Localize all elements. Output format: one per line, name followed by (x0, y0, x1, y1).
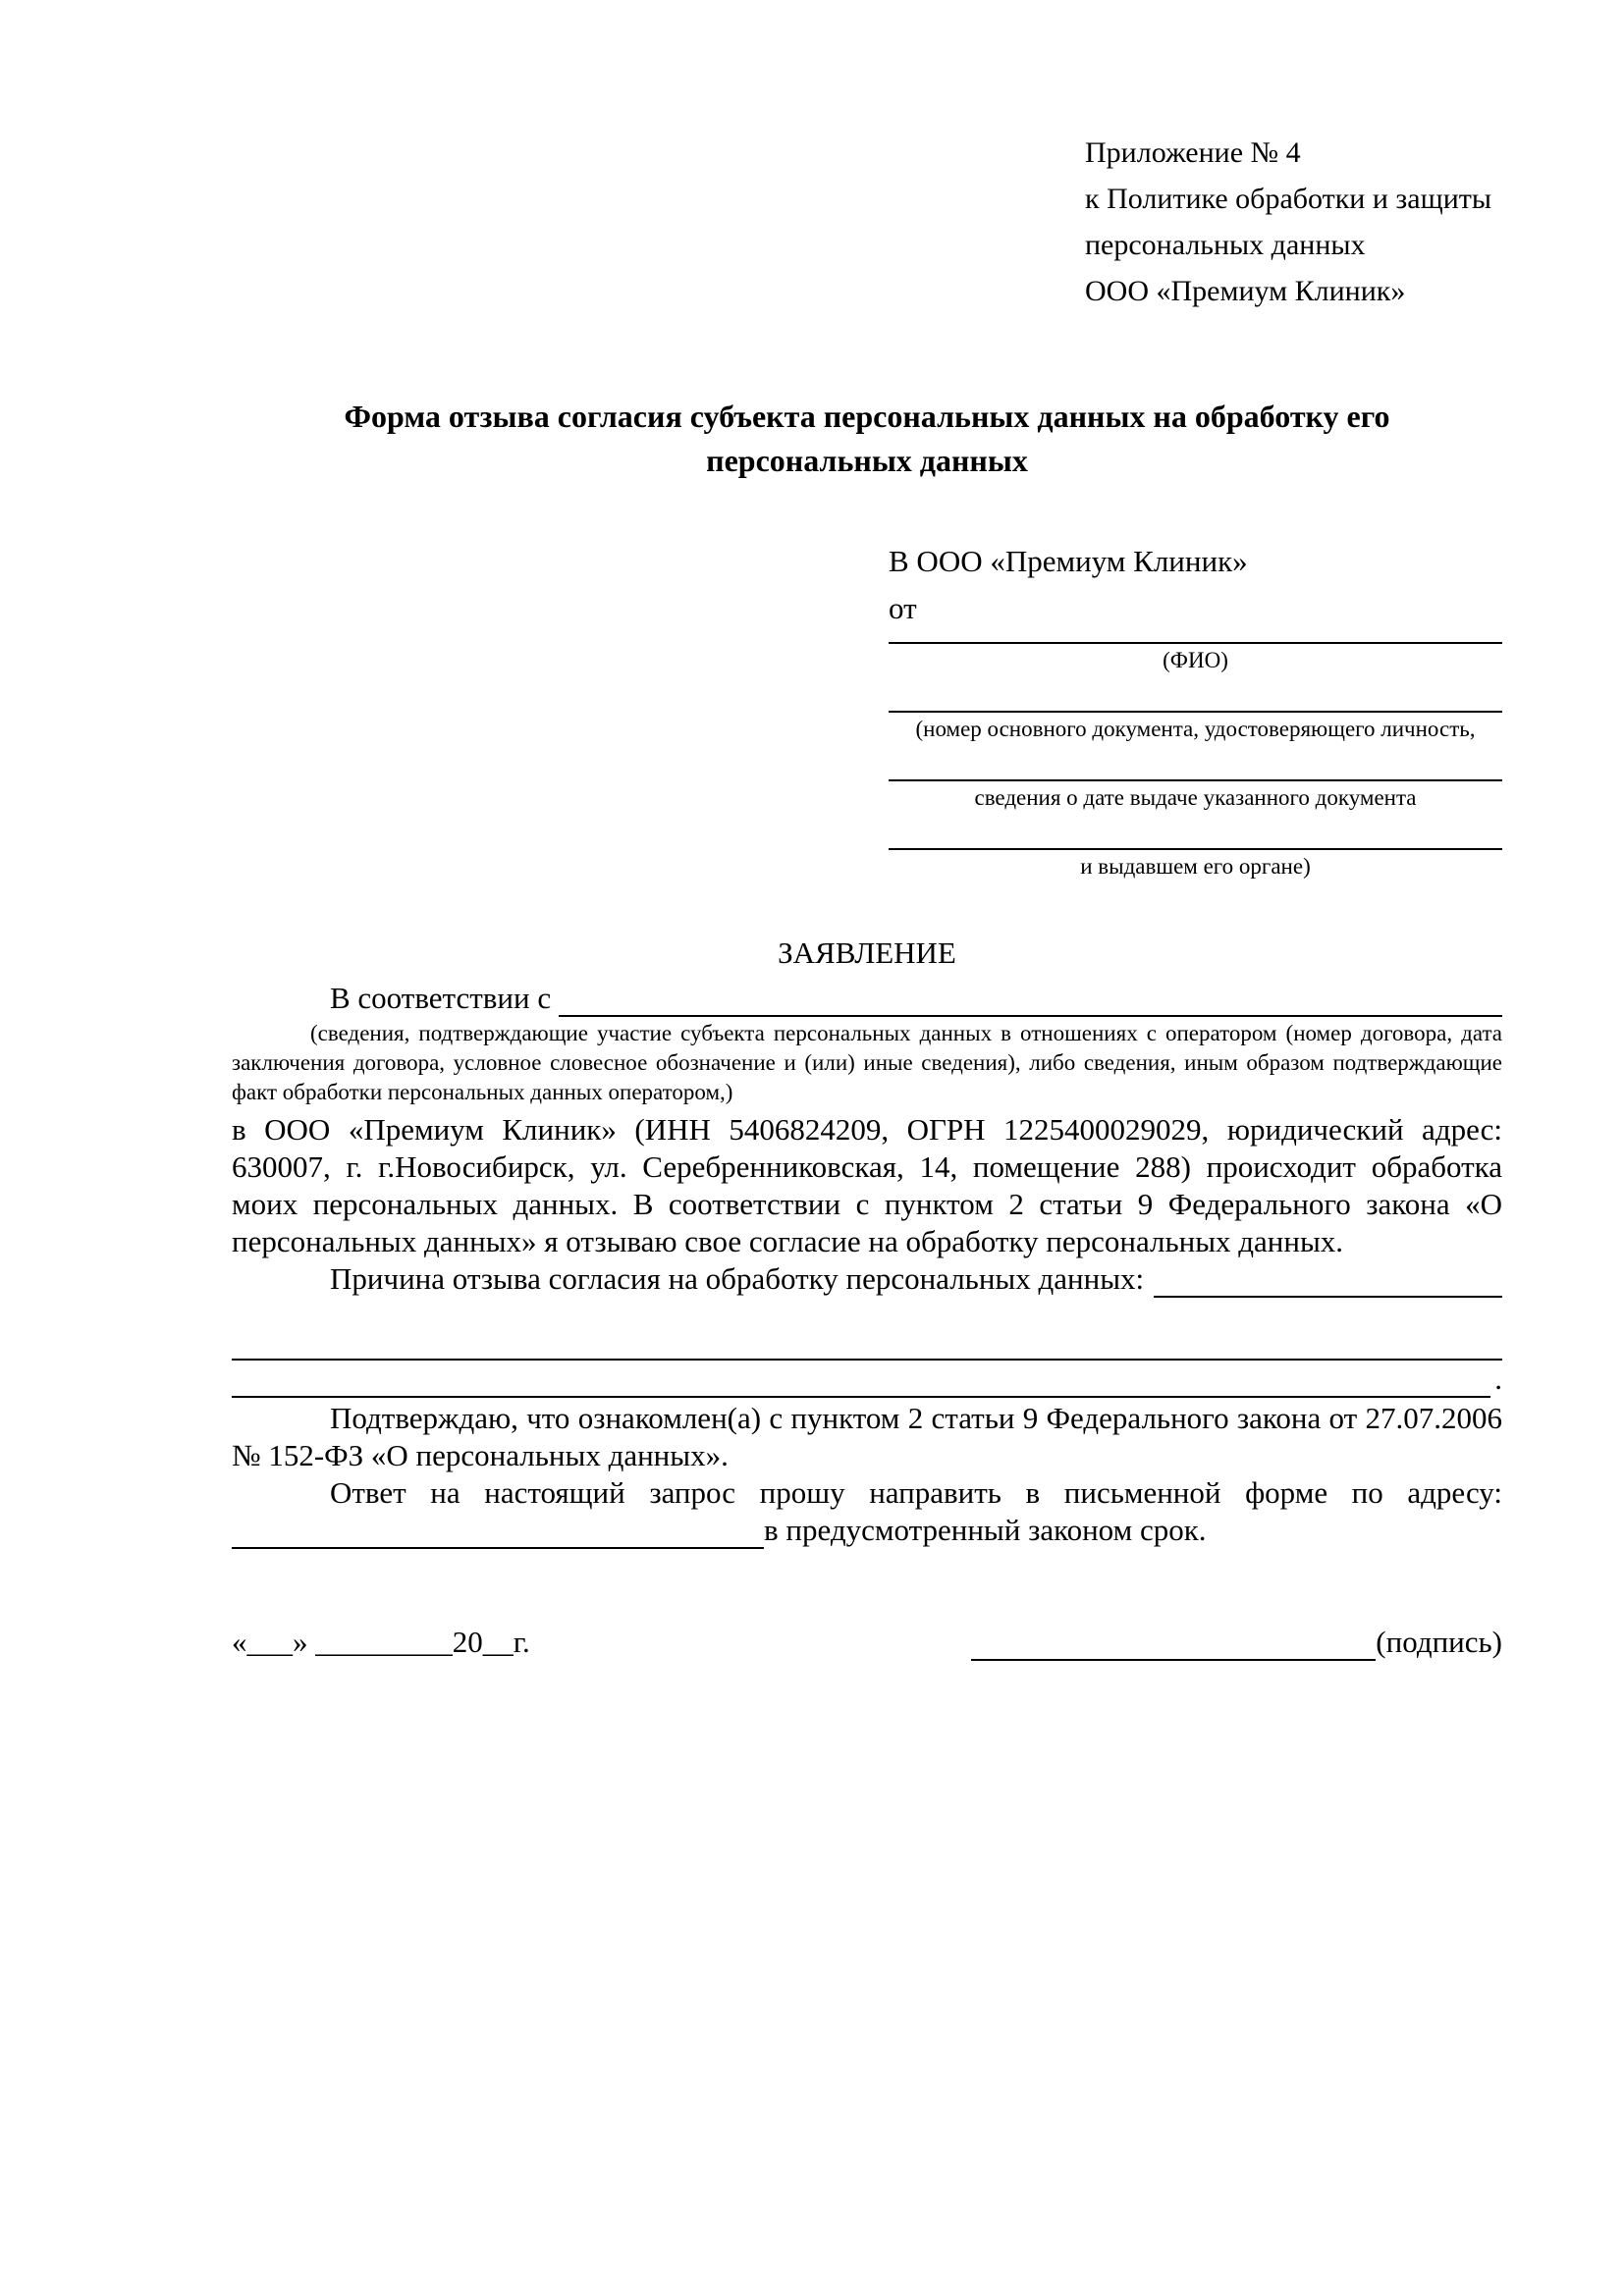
response-address-row (232, 1512, 1502, 1549)
statement-heading: ЗАЯВЛЕНИЕ (778, 935, 956, 970)
line-end-period: . (1494, 1362, 1502, 1396)
date-signature-row (232, 1624, 1502, 1661)
appendix-note (1085, 130, 1502, 314)
basis-fill-in-line (559, 980, 1502, 1017)
signature-group (971, 1624, 1502, 1661)
appendix-line: персональных данных (1085, 229, 1366, 261)
reason-fill-in-line (1154, 1260, 1502, 1298)
reason-label: Причина отзыва согласия на обработку персональных данных: (330, 1261, 1145, 1296)
fine-print-note: (сведения, подтверждающие участие субъекта персональных данных в отношениях с оператором (номер договора, дата заключения договора, условное словесное обозначение и (или) иные сведения), либо сведения, иным образом подтверждающие факт обработки персональных данных оператором,) (232, 1021, 1502, 1104)
issue-date-label: сведения о дате выдаче указанного документа (974, 785, 1417, 810)
document-number-label: (номер основного документа, удостоверяющего личность, (915, 717, 1476, 741)
statement-body: в ООО «Премиум Клиник» (ИНН 5406824209, ОГРН 1225400029029, юридический адрес: 630007, г. г.Новосибирск, ул. Серебренниковская, 14, помещение 288) происходит обработка моих персональных данных. В соответствии с пунктом 2 статьи 9 Федерального закона «О персональных данных» я отзываю свое согласие на обработку персональных данных. (232, 1112, 1502, 1258)
appendix-line: к Политике обработки и защиты (1085, 183, 1492, 215)
statement-intro-row (232, 980, 1502, 1017)
reason-row (232, 1260, 1502, 1298)
addressee-block (889, 538, 1502, 881)
response-request-paragraph: Ответ на настоящий запрос прошу направить в письменной форме по адресу: (330, 1475, 1502, 1510)
reason-extra-fill-in-line-2 (232, 1361, 1502, 1398)
date-field: «___» _________20__г. (232, 1625, 530, 1659)
confirmation-paragraph: Подтверждаю, что ознакомлен(а) с пунктом 2 статьи 9 Федерального закона от 27.07.2006 № 152-ФЗ «О персональных данных». (232, 1401, 1502, 1472)
signature-fill-in-line (971, 1624, 1376, 1661)
signature-label: (подпись) (1376, 1625, 1502, 1659)
appendix-line: Приложение № 4 (1085, 136, 1301, 169)
reason-extra-fill-in-line-1 (232, 1325, 1502, 1361)
addressee-to: В ООО «Премиум Клиник» (889, 544, 1248, 578)
appendix-line: ООО «Премиум Клиник» (1085, 275, 1406, 307)
addressee-from: от (889, 591, 917, 625)
statement-intro-prefix: В соответствии с (330, 981, 552, 1015)
address-fill-in-line (232, 1512, 764, 1549)
fio-label: (ФИО) (1163, 648, 1228, 672)
response-suffix: в предусмотренный законом срок. (764, 1513, 1207, 1547)
issuing-authority-label: и выдавшем его органе) (1080, 854, 1311, 879)
fill-in-line (232, 1361, 1490, 1398)
document-title: Форма отзыва согласия субъекта персональных данных на обработку его персональных данных (344, 399, 1390, 478)
